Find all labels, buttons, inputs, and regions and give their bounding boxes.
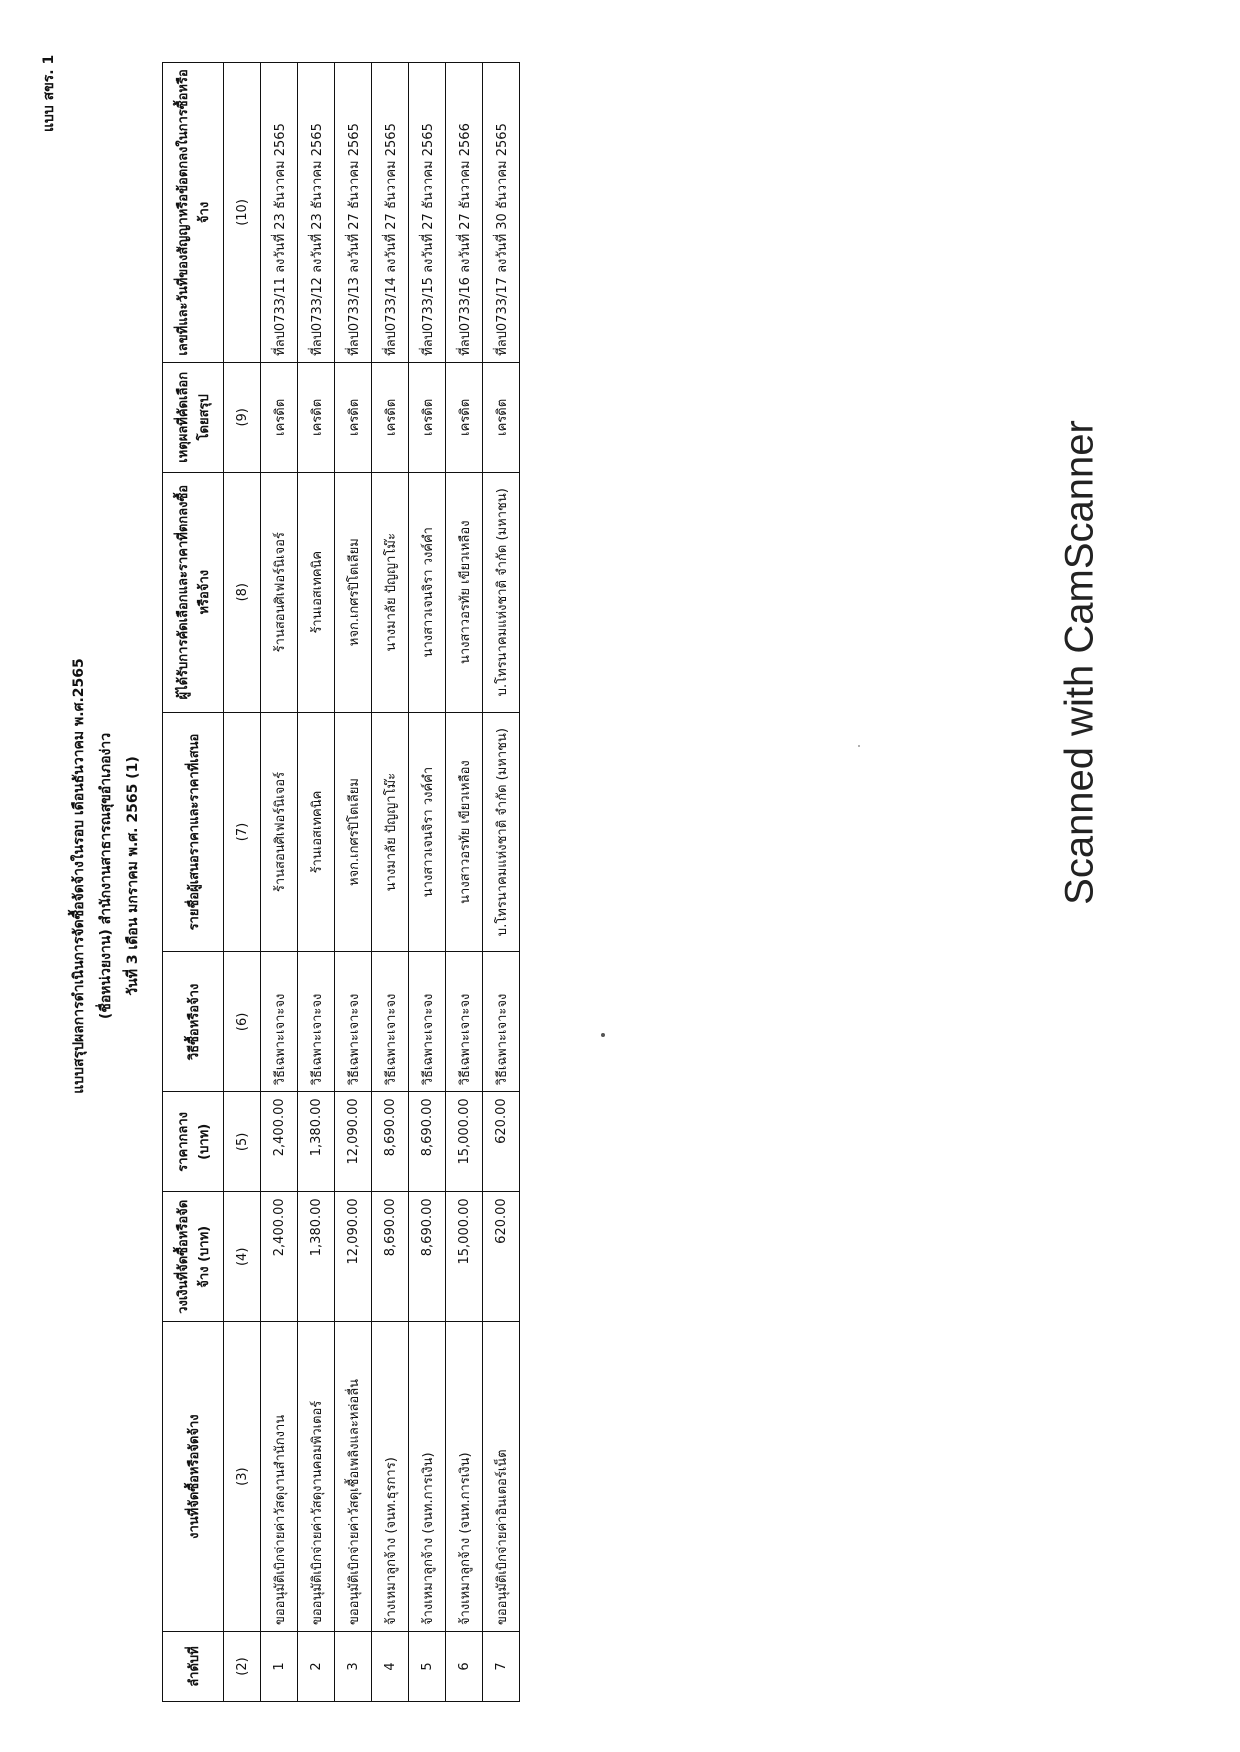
winner-name: นางสาวเจนจิรา วงค์คำ — [409, 472, 446, 712]
contract-reference: ที่ลป0733/13 ลงวันที่ 27 ธันวาคม 2565 — [335, 63, 372, 363]
header-reason: เหตุผลที่คัดเลือกโดยสรุป — [163, 362, 224, 472]
procurement-method: วิธีเฉพาะเจาะจง — [372, 952, 409, 1092]
contract-reference: ที่ลป0733/11 ลงวันที่ 23 ธันวาคม 2565 — [261, 63, 298, 363]
row-number: 3 — [335, 1632, 372, 1702]
winner-name: นางสาวอรทัย เขียวเหลือง — [446, 472, 483, 712]
median-price: 8,690.00 — [409, 1092, 446, 1192]
selection-reason: เครดิต — [372, 362, 409, 472]
watermark-container — [1057, 0, 1102, 1752]
table-row — [446, 63, 483, 1702]
scan-speck — [858, 745, 860, 747]
median-price: 12,090.00 — [335, 1092, 372, 1192]
row-number: 6 — [446, 1632, 483, 1702]
header-contract: เลขที่และวันที่ของสัญญาหรือข้อตกลงในการซื้อหรือจ้าง — [163, 63, 224, 363]
bidder-name: ร้านเอสเทคนิค — [298, 712, 335, 952]
column-number: (9) — [224, 362, 261, 472]
bidder-name: นางสาวเจนจิรา วงค์คำ — [409, 712, 446, 952]
header-budget: วงเงินที่จัดซื้อหรือจัดจ้าง (บาท) — [163, 1192, 224, 1322]
column-number: (4) — [224, 1192, 261, 1322]
budget-amount: 1,380.00 — [298, 1192, 335, 1322]
document-date: วันที่ 3 เดือน มกราคม พ.ศ. 2565 (1) — [125, 756, 141, 996]
median-price: 8,690.00 — [372, 1092, 409, 1192]
median-price: 620.00 — [483, 1092, 520, 1192]
work-item: จ้างเหมาลูกจ้าง (จนท.การเงิน) — [446, 1322, 483, 1632]
selection-reason: เครดิต — [261, 362, 298, 472]
table-row — [298, 63, 335, 1702]
selection-reason: เครดิต — [446, 362, 483, 472]
work-item: ขออนุมัติเบิกจ่ายค่าวัสดุเชื้อเพลิงและหล่อลื่น — [335, 1322, 372, 1632]
selection-reason: เครดิต — [409, 362, 446, 472]
table-header-row — [163, 63, 224, 1702]
row-number: 4 — [372, 1632, 409, 1702]
header-work: งานที่จัดซื้อหรือจัดจ้าง — [163, 1322, 224, 1632]
contract-reference: ที่ลป0733/15 ลงวันที่ 27 ธันวาคม 2565 — [409, 63, 446, 363]
procurement-summary-table — [162, 62, 520, 1702]
winner-name: ร้านสอนศิเฟอร์นิเจอร์ — [261, 472, 298, 712]
contract-reference: ที่ลป0733/17 ลงวันที่ 30 ธันวาคม 2565 — [483, 63, 520, 363]
column-number: (8) — [224, 472, 261, 712]
contract-reference: ที่ลป0733/12 ลงวันที่ 23 ธันวาคม 2565 — [298, 63, 335, 363]
row-number: 5 — [409, 1632, 446, 1702]
camscanner-watermark: Scanned with CamScanner — [1057, 420, 1102, 905]
scan-speck — [601, 1033, 605, 1037]
median-price: 15,000.00 — [446, 1092, 483, 1192]
selection-reason: เครดิต — [483, 362, 520, 472]
bidder-name: นางสาวอรทัย เขียวเหลือง — [446, 712, 483, 952]
procurement-method: วิธีเฉพาะเจาะจง — [483, 952, 520, 1092]
table-row — [261, 63, 298, 1702]
work-item: จ้างเหมาลูกจ้าง (จนท.ธุรการ) — [372, 1322, 409, 1632]
procurement-method: วิธีเฉพาะเจาะจง — [298, 952, 335, 1092]
column-number: (6) — [224, 952, 261, 1092]
selection-reason: เครดิต — [335, 362, 372, 472]
column-number: (5) — [224, 1092, 261, 1192]
column-number: (7) — [224, 712, 261, 952]
winner-name: ร้านเอสเทคนิค — [298, 472, 335, 712]
budget-amount: 620.00 — [483, 1192, 520, 1322]
budget-amount: 15,000.00 — [446, 1192, 483, 1322]
winner-name: นางมาลัย ปัญญาโม๊ะ — [372, 472, 409, 712]
header-winner: ผู้ได้รับการคัดเลือกและราคาที่ตกลงซื้อหรือจ้าง — [163, 472, 224, 712]
budget-amount: 12,090.00 — [335, 1192, 372, 1322]
contract-reference: ที่ลป0733/16 ลงวันที่ 27 ธันวาคม 2566 — [446, 63, 483, 363]
table-row — [483, 63, 520, 1702]
budget-amount: 8,690.00 — [372, 1192, 409, 1322]
table-row — [335, 63, 372, 1702]
row-number: 1 — [261, 1632, 298, 1702]
header-no: ลำดับที่ — [163, 1632, 224, 1702]
header-method: วิธีซื้อหรือจ้าง — [163, 952, 224, 1092]
procurement-method: วิธีเฉพาะเจาะจง — [409, 952, 446, 1092]
document-title: แบบสรุปผลการดำเนินการจัดซื้อจัดจ้างในรอบ เดือนธันวาคม พ.ศ.2565 — [71, 658, 87, 1094]
row-number: 2 — [298, 1632, 335, 1702]
selection-reason: เครดิต — [298, 362, 335, 472]
work-item: ขออนุมัติเบิกจ่ายค่าอินเตอร์เน็ต — [483, 1322, 520, 1632]
table-row — [372, 63, 409, 1702]
form-code: แบบ สขร. 1 — [41, 54, 57, 132]
winner-name: หจก.เกศรปิโตเลียม — [335, 472, 372, 712]
bidder-name: ร้านสอนศิเฟอร์นิเจอร์ — [261, 712, 298, 952]
median-price: 2,400.00 — [261, 1092, 298, 1192]
work-item: ขออนุมัติเบิกจ่ายค่าวัสดุงานสำนักงาน — [261, 1322, 298, 1632]
column-number: (10) — [224, 63, 261, 363]
budget-amount: 2,400.00 — [261, 1192, 298, 1322]
contract-reference: ที่ลป0733/14 ลงวันที่ 27 ธันวาคม 2565 — [372, 63, 409, 363]
bidder-name: บ.โทรนาคมแห่งชาติ จำกัด (มหาชน) — [483, 712, 520, 952]
header-median-price: ราคากลาง (บาท) — [163, 1092, 224, 1192]
table-row — [409, 63, 446, 1702]
work-item: จ้างเหมาลูกจ้าง (จนท.การเงิน) — [409, 1322, 446, 1632]
budget-amount: 8,690.00 — [409, 1192, 446, 1322]
column-number: (2) — [224, 1632, 261, 1702]
procurement-method: วิธีเฉพาะเจาะจง — [446, 952, 483, 1092]
column-number-row — [224, 63, 261, 1702]
agency-name: (ชื่อหน่วยงาน) สำนักงานสาธารณสุขอำเภอง่าว — [98, 732, 114, 1020]
bidder-name: นางมาลัย ปัญญาโม๊ะ — [372, 712, 409, 952]
winner-name: บ.โทรนาคมแห่งชาติ จำกัด (มหาชน) — [483, 472, 520, 712]
column-number: (3) — [224, 1322, 261, 1632]
bidder-name: หจก.เกศรปิโตเลียม — [335, 712, 372, 952]
work-item: ขออนุมัติเบิกจ่ายค่าวัสดุงานคอมพิวเตอร์ — [298, 1322, 335, 1632]
header-bidders: รายชื่อผู้เสนอราคาและราคาที่เสนอ — [163, 712, 224, 952]
procurement-method: วิธีเฉพาะเจาะจง — [335, 952, 372, 1092]
procurement-method: วิธีเฉพาะเจาะจง — [261, 952, 298, 1092]
row-number: 7 — [483, 1632, 520, 1702]
median-price: 1,380.00 — [298, 1092, 335, 1192]
